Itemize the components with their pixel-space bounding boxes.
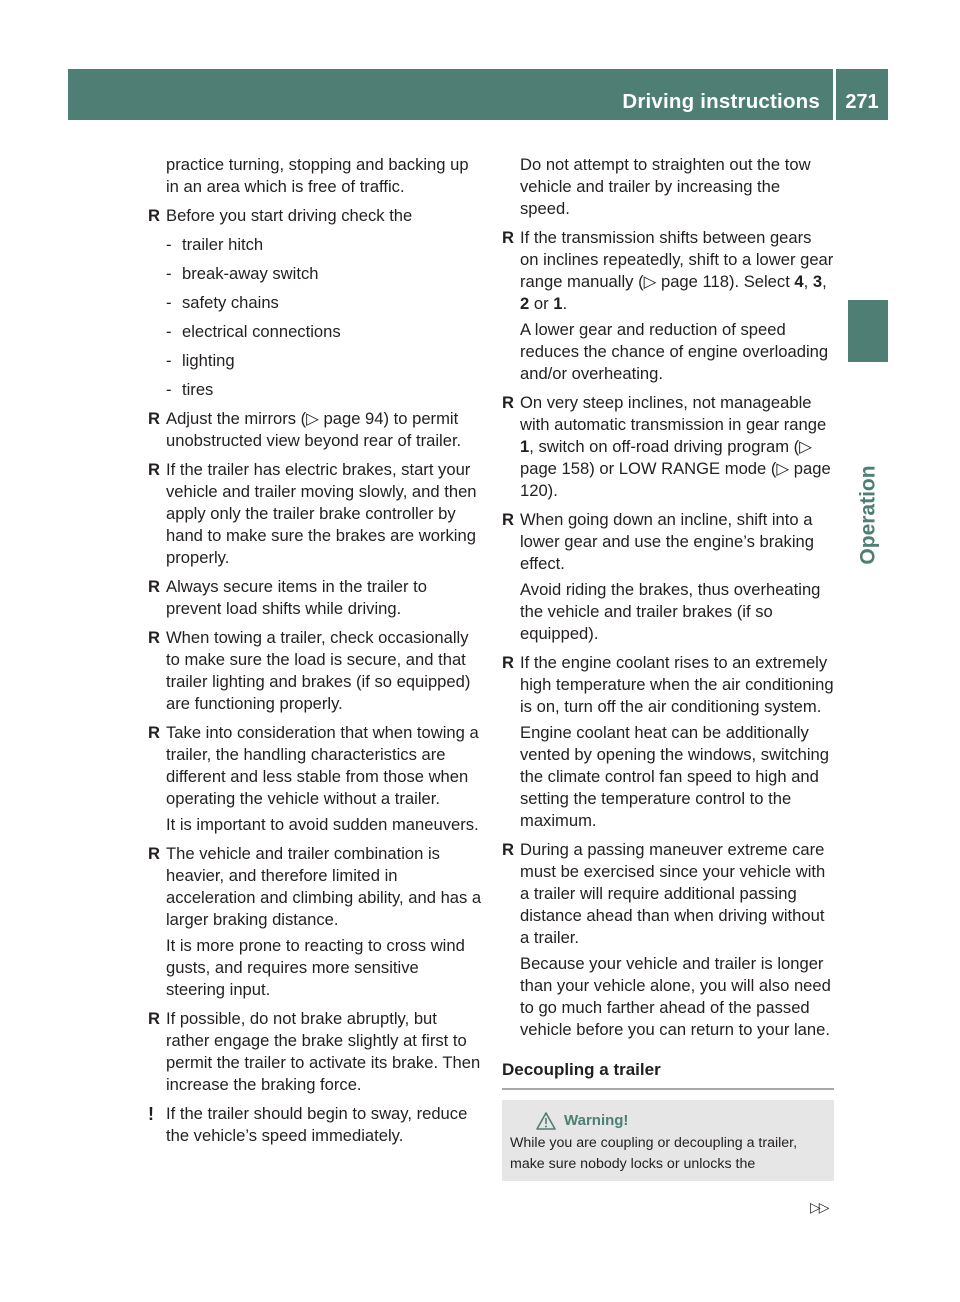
- dash-icon: -: [166, 351, 172, 370]
- item-text: If possible, do not brake abruptly, but rather engage the brake slightly at first to permit the trailer to activate its brake. Then increase the braking force.: [166, 1009, 481, 1094]
- checklist: [166, 234, 482, 401]
- bullet-icon: R: [148, 628, 160, 647]
- gear-value: 1: [520, 437, 530, 456]
- checklist-text: safety chains: [182, 293, 279, 312]
- separator: ,: [803, 272, 813, 291]
- list-item: [502, 392, 834, 502]
- bullet-icon: R: [502, 393, 514, 412]
- checklist-text: electrical connections: [182, 322, 341, 341]
- warning-title: Warning!: [564, 1112, 629, 1129]
- list-item: [148, 843, 482, 1001]
- chapter-label-text: Operation: [857, 465, 880, 565]
- warning-header: [536, 1110, 826, 1131]
- item-text: If the trailer has electric brakes, start your vehicle and trailer moving slowly, and then apply only the trailer brake controller by hand to make sure the brakes are working properly.: [166, 460, 477, 567]
- section-title: Driving instructions: [622, 90, 820, 113]
- checklist-item: [166, 321, 482, 343]
- bullet-icon: R: [148, 844, 160, 863]
- checklist-text: tires: [182, 380, 214, 399]
- list-item: [502, 652, 834, 832]
- item-text-part: , switch on off-road driving program (▷ page 158) or LOW RANGE mode (▷ page 120).: [520, 437, 831, 500]
- exclamation-icon: !: [148, 1104, 154, 1124]
- bullet-icon: R: [502, 653, 514, 672]
- list-item: [148, 722, 482, 836]
- note-text: If the trailer should begin to sway, reduce the vehicle’s speed immediately.: [166, 1104, 468, 1145]
- checklist-item: [166, 379, 482, 401]
- item-text: Avoid riding the brakes, thus overheating the vehicle and trailer brakes (if so equipped).: [520, 580, 821, 643]
- chapter-tab: [848, 300, 888, 362]
- section-heading: Decoupling a trailer: [502, 1059, 834, 1090]
- item-text: During a passing maneuver extreme care must be exercised since your vehicle with a trailer will require additional passing distance ahead than when driving without a trailer.: [520, 840, 826, 947]
- list-item: [148, 576, 482, 620]
- bullet-icon: R: [148, 723, 160, 742]
- item-text: Take into consideration that when towing a trailer, the handling characteristics are different and less stable from those when operating the vehicle without a trailer.: [166, 723, 479, 808]
- list-item: [148, 459, 482, 569]
- item-text: It is more prone to reacting to cross wind gusts, and requires more sensitive steering input.: [166, 936, 465, 999]
- bullet-icon: R: [502, 840, 514, 859]
- list-item: [148, 408, 482, 452]
- list-item: [148, 205, 482, 401]
- bullet-icon: R: [502, 228, 514, 247]
- checklist-text: trailer hitch: [182, 235, 264, 254]
- gear-value: 3: [812, 272, 823, 291]
- bullet-icon: R: [148, 409, 160, 428]
- checklist-item: [166, 263, 482, 285]
- header-bar: [68, 69, 888, 120]
- item-text: When going down an incline, shift into a lower gear and use the engine’s braking effect.: [520, 510, 814, 573]
- item-text: The vehicle and trailer combination is heavier, and therefore limited in acceleration and climbing ability, and has a larger braking distance.: [166, 844, 482, 929]
- chapter-label: [854, 465, 884, 565]
- bullet-icon: R: [148, 206, 160, 225]
- list-item: [502, 839, 834, 1041]
- page-number: 271: [845, 91, 879, 113]
- dash-icon: -: [166, 380, 172, 399]
- paragraph: practice turning, stopping and backing up in an area which is free of traffic.: [166, 155, 469, 196]
- left-column: [148, 154, 482, 1147]
- item-text: Always secure items in the trailer to prevent load shifts while driving.: [166, 577, 427, 618]
- list-item: [148, 1008, 482, 1096]
- bullet-icon: R: [148, 460, 160, 479]
- right-column: [502, 154, 834, 1181]
- separator: or: [529, 294, 554, 313]
- item-text-part: On very steep inclines, not manageable with automatic transmission in gear range: [520, 393, 827, 434]
- bullet-icon: R: [502, 510, 514, 529]
- warning-text: While you are coupling or decoupling a trailer, make sure nobody locks or unlocks the: [510, 1135, 798, 1172]
- dash-icon: -: [166, 235, 172, 254]
- item-text: [520, 392, 834, 502]
- checklist-text: break-away switch: [182, 264, 319, 283]
- warning-triangle-icon: [536, 1112, 556, 1130]
- dash-icon: -: [166, 293, 172, 312]
- gear-value: 4: [794, 272, 804, 291]
- separator: .: [562, 294, 568, 313]
- item-text: It is important to avoid sudden maneuvers.: [166, 815, 479, 834]
- dash-icon: -: [166, 264, 172, 283]
- bullet-icon: R: [148, 1009, 160, 1028]
- warning-box: [502, 1100, 834, 1181]
- bullet-icon: R: [148, 577, 160, 596]
- checklist-item: [166, 292, 482, 314]
- checklist-text: lighting: [182, 351, 235, 370]
- item-text: [520, 227, 834, 315]
- item-text: A lower gear and reduction of speed reduces the chance of engine overloading and/or overheating.: [520, 320, 829, 383]
- gear-value: 1: [553, 294, 563, 313]
- item-text: Adjust the mirrors (▷ page 94) to permit unobstructed view beyond rear of trailer.: [166, 409, 462, 450]
- gear-value: 2: [520, 294, 530, 313]
- continue-arrows-icon: ▷▷: [810, 1199, 828, 1215]
- separator: ,: [822, 272, 827, 291]
- item-text: If the engine coolant rises to an extremely high temperature when the air conditioning is on, turn off the air conditioning system.: [520, 653, 834, 716]
- item-text: Engine coolant heat can be additionally vented by opening the windows, switching the climate control fan speed to high and setting the temperature control to the maximum.: [520, 723, 830, 830]
- checklist-item: [166, 350, 482, 372]
- dash-icon: -: [166, 322, 172, 341]
- paragraph: Do not attempt to straighten out the tow vehicle and trailer by increasing the speed.: [520, 155, 811, 218]
- caution-note: [148, 1103, 482, 1147]
- list-item: [502, 509, 834, 645]
- list-item: [148, 627, 482, 715]
- item-text-part: If the transmission shifts between gears on inclines repeatedly, shift to a lower gear range manually (▷ page 118). Select: [520, 228, 834, 291]
- item-text: Because your vehicle and trailer is longer than your vehicle alone, you will also need to go much farther ahead of the passed vehicle before you can return to your lane.: [520, 954, 831, 1039]
- item-text: Before you start driving check the: [166, 206, 413, 225]
- checklist-item: [166, 234, 482, 256]
- item-text: When towing a trailer, check occasionally to make sure the load is secure, and that trailer lighting and brakes (if so equipped) are functioning properly.: [166, 628, 471, 713]
- list-item: [502, 227, 834, 385]
